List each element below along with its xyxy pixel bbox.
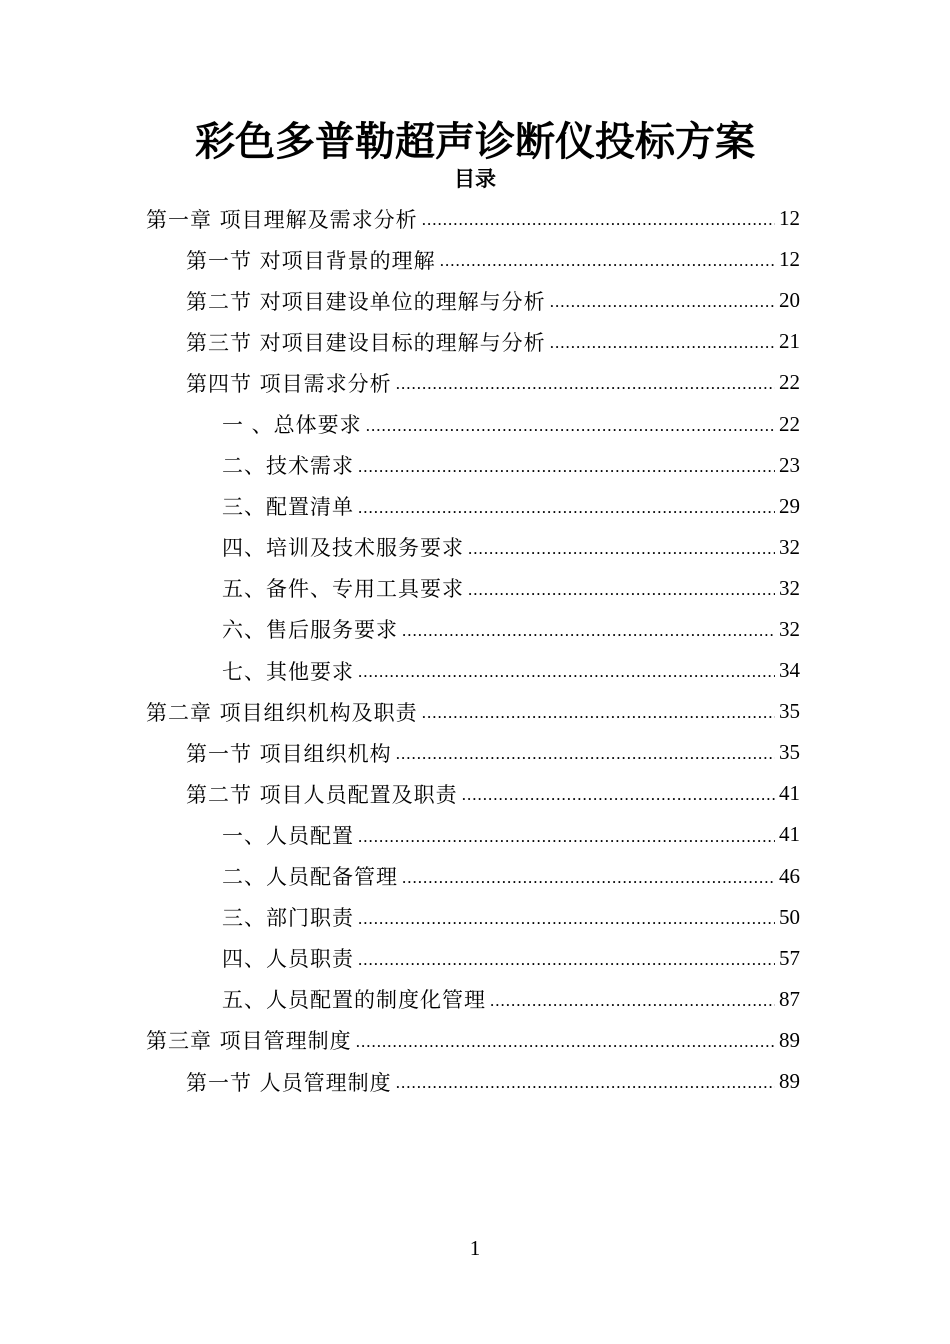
toc-entry-page: 41: [779, 781, 800, 806]
toc-entry-text: 第一节 人员管理制度: [186, 1070, 392, 1095]
toc-dot-leader: [462, 784, 775, 814]
toc-entry-page: 20: [779, 288, 800, 313]
toc-entry-page: 57: [779, 945, 800, 970]
toc-dot-leader: [468, 579, 775, 609]
toc-dot-leader: [396, 373, 775, 403]
toc-entry-page: 41: [779, 822, 800, 847]
toc-dot-leader: [358, 497, 775, 527]
toc-entry[interactable]: [0, 691, 950, 732]
toc-dot-leader: [550, 332, 775, 362]
toc-entry-page: 32: [779, 616, 800, 641]
toc-dot-leader: [422, 702, 775, 732]
table-of-contents: [0, 198, 950, 1102]
toc-dot-leader: [358, 456, 775, 486]
toc-entry-text: 六、售后服务要求: [222, 618, 398, 643]
toc-dot-leader: [440, 250, 775, 280]
toc-entry-page: 23: [779, 452, 800, 477]
toc-dot-leader: [468, 538, 775, 568]
toc-entry-page: 87: [779, 986, 800, 1011]
toc-entry[interactable]: [0, 403, 950, 444]
toc-dot-leader: [490, 990, 775, 1020]
toc-entry-text: 第二节 项目人员配置及职责: [186, 782, 458, 807]
toc-entry-page: 50: [779, 904, 800, 929]
toc-dot-leader: [366, 415, 775, 445]
toc-entry[interactable]: [0, 732, 950, 773]
toc-entry-text: 第二章 项目组织机构及职责: [146, 700, 418, 725]
toc-dot-leader: [358, 908, 775, 938]
toc-entry[interactable]: [0, 362, 950, 403]
toc-entry-text: 四、培训及技术服务要求: [222, 536, 464, 561]
toc-entry-text: 第一节 对项目背景的理解: [186, 248, 436, 273]
toc-entry[interactable]: [0, 979, 950, 1020]
toc-entry-text: 一 、总体要求: [222, 413, 362, 438]
toc-entry-page: 22: [779, 411, 800, 436]
toc-entry[interactable]: [0, 1061, 950, 1102]
toc-entry-page: 12: [779, 206, 800, 231]
toc-entry-text: 二、人员配备管理: [222, 865, 398, 890]
toc-entry-page: 29: [779, 493, 800, 518]
toc-dot-leader: [358, 826, 775, 856]
toc-entry-text: 三、部门职责: [222, 906, 354, 931]
toc-entry-text: 七、其他要求: [222, 659, 354, 684]
toc-entry-page: 46: [779, 863, 800, 888]
toc-entry-page: 34: [779, 658, 800, 683]
toc-entry-text: 第一节 项目组织机构: [186, 741, 392, 766]
toc-entry-page: 35: [779, 740, 800, 765]
toc-entry-text: 五、人员配置的制度化管理: [222, 988, 486, 1013]
toc-entry[interactable]: [0, 198, 950, 239]
toc-entry-text: 第三节 对项目建设目标的理解与分析: [186, 330, 546, 355]
toc-dot-leader: [356, 1031, 775, 1061]
toc-entry[interactable]: [0, 938, 950, 979]
toc-dot-leader: [402, 620, 775, 650]
toc-dot-leader: [396, 1072, 775, 1102]
toc-entry-page: 89: [779, 1069, 800, 1094]
toc-entry-page: 22: [779, 370, 800, 395]
toc-entry-text: 第一章 项目理解及需求分析: [146, 207, 418, 232]
toc-dot-leader: [358, 661, 775, 691]
toc-entry[interactable]: [0, 897, 950, 938]
toc-entry[interactable]: [0, 1020, 950, 1061]
toc-entry-page: 35: [779, 699, 800, 724]
toc-entry[interactable]: [0, 814, 950, 855]
toc-entry[interactable]: [0, 280, 950, 321]
document-title: 彩色多普勒超声诊断仪投标方案: [195, 119, 755, 165]
toc-entry-text: 三、配置清单: [222, 495, 354, 520]
toc-entry-text: 一、人员配置: [222, 823, 354, 848]
toc-dot-leader: [402, 867, 775, 897]
toc-entry-page: 12: [779, 247, 800, 272]
toc-entry-page: 32: [779, 575, 800, 600]
toc-entry-text: 第四节 项目需求分析: [186, 371, 392, 396]
toc-entry[interactable]: [0, 486, 950, 527]
toc-dot-leader: [396, 743, 775, 773]
toc-entry[interactable]: [0, 609, 950, 650]
toc-dot-leader: [422, 209, 775, 239]
toc-entry-text: 四、人员职责: [222, 947, 354, 972]
toc-entry-page: 32: [779, 534, 800, 559]
toc-entry-text: 第三章 项目管理制度: [146, 1029, 352, 1054]
toc-entry[interactable]: [0, 650, 950, 691]
toc-entry[interactable]: [0, 568, 950, 609]
toc-dot-leader: [358, 949, 775, 979]
toc-entry-page: 89: [779, 1027, 800, 1052]
toc-heading: 目录: [454, 167, 496, 191]
toc-entry-page: 21: [779, 329, 800, 354]
toc-entry[interactable]: [0, 773, 950, 814]
toc-entry-text: 第二节 对项目建设单位的理解与分析: [186, 289, 546, 314]
toc-entry[interactable]: [0, 239, 950, 280]
toc-entry[interactable]: [0, 856, 950, 897]
page-number: 1: [469, 1236, 481, 1260]
toc-dot-leader: [550, 291, 775, 321]
toc-entry[interactable]: [0, 321, 950, 362]
toc-entry-text: 五、备件、专用工具要求: [222, 577, 464, 602]
toc-entry[interactable]: [0, 527, 950, 568]
toc-entry-text: 二、技术需求: [222, 454, 354, 479]
toc-entry[interactable]: [0, 445, 950, 486]
